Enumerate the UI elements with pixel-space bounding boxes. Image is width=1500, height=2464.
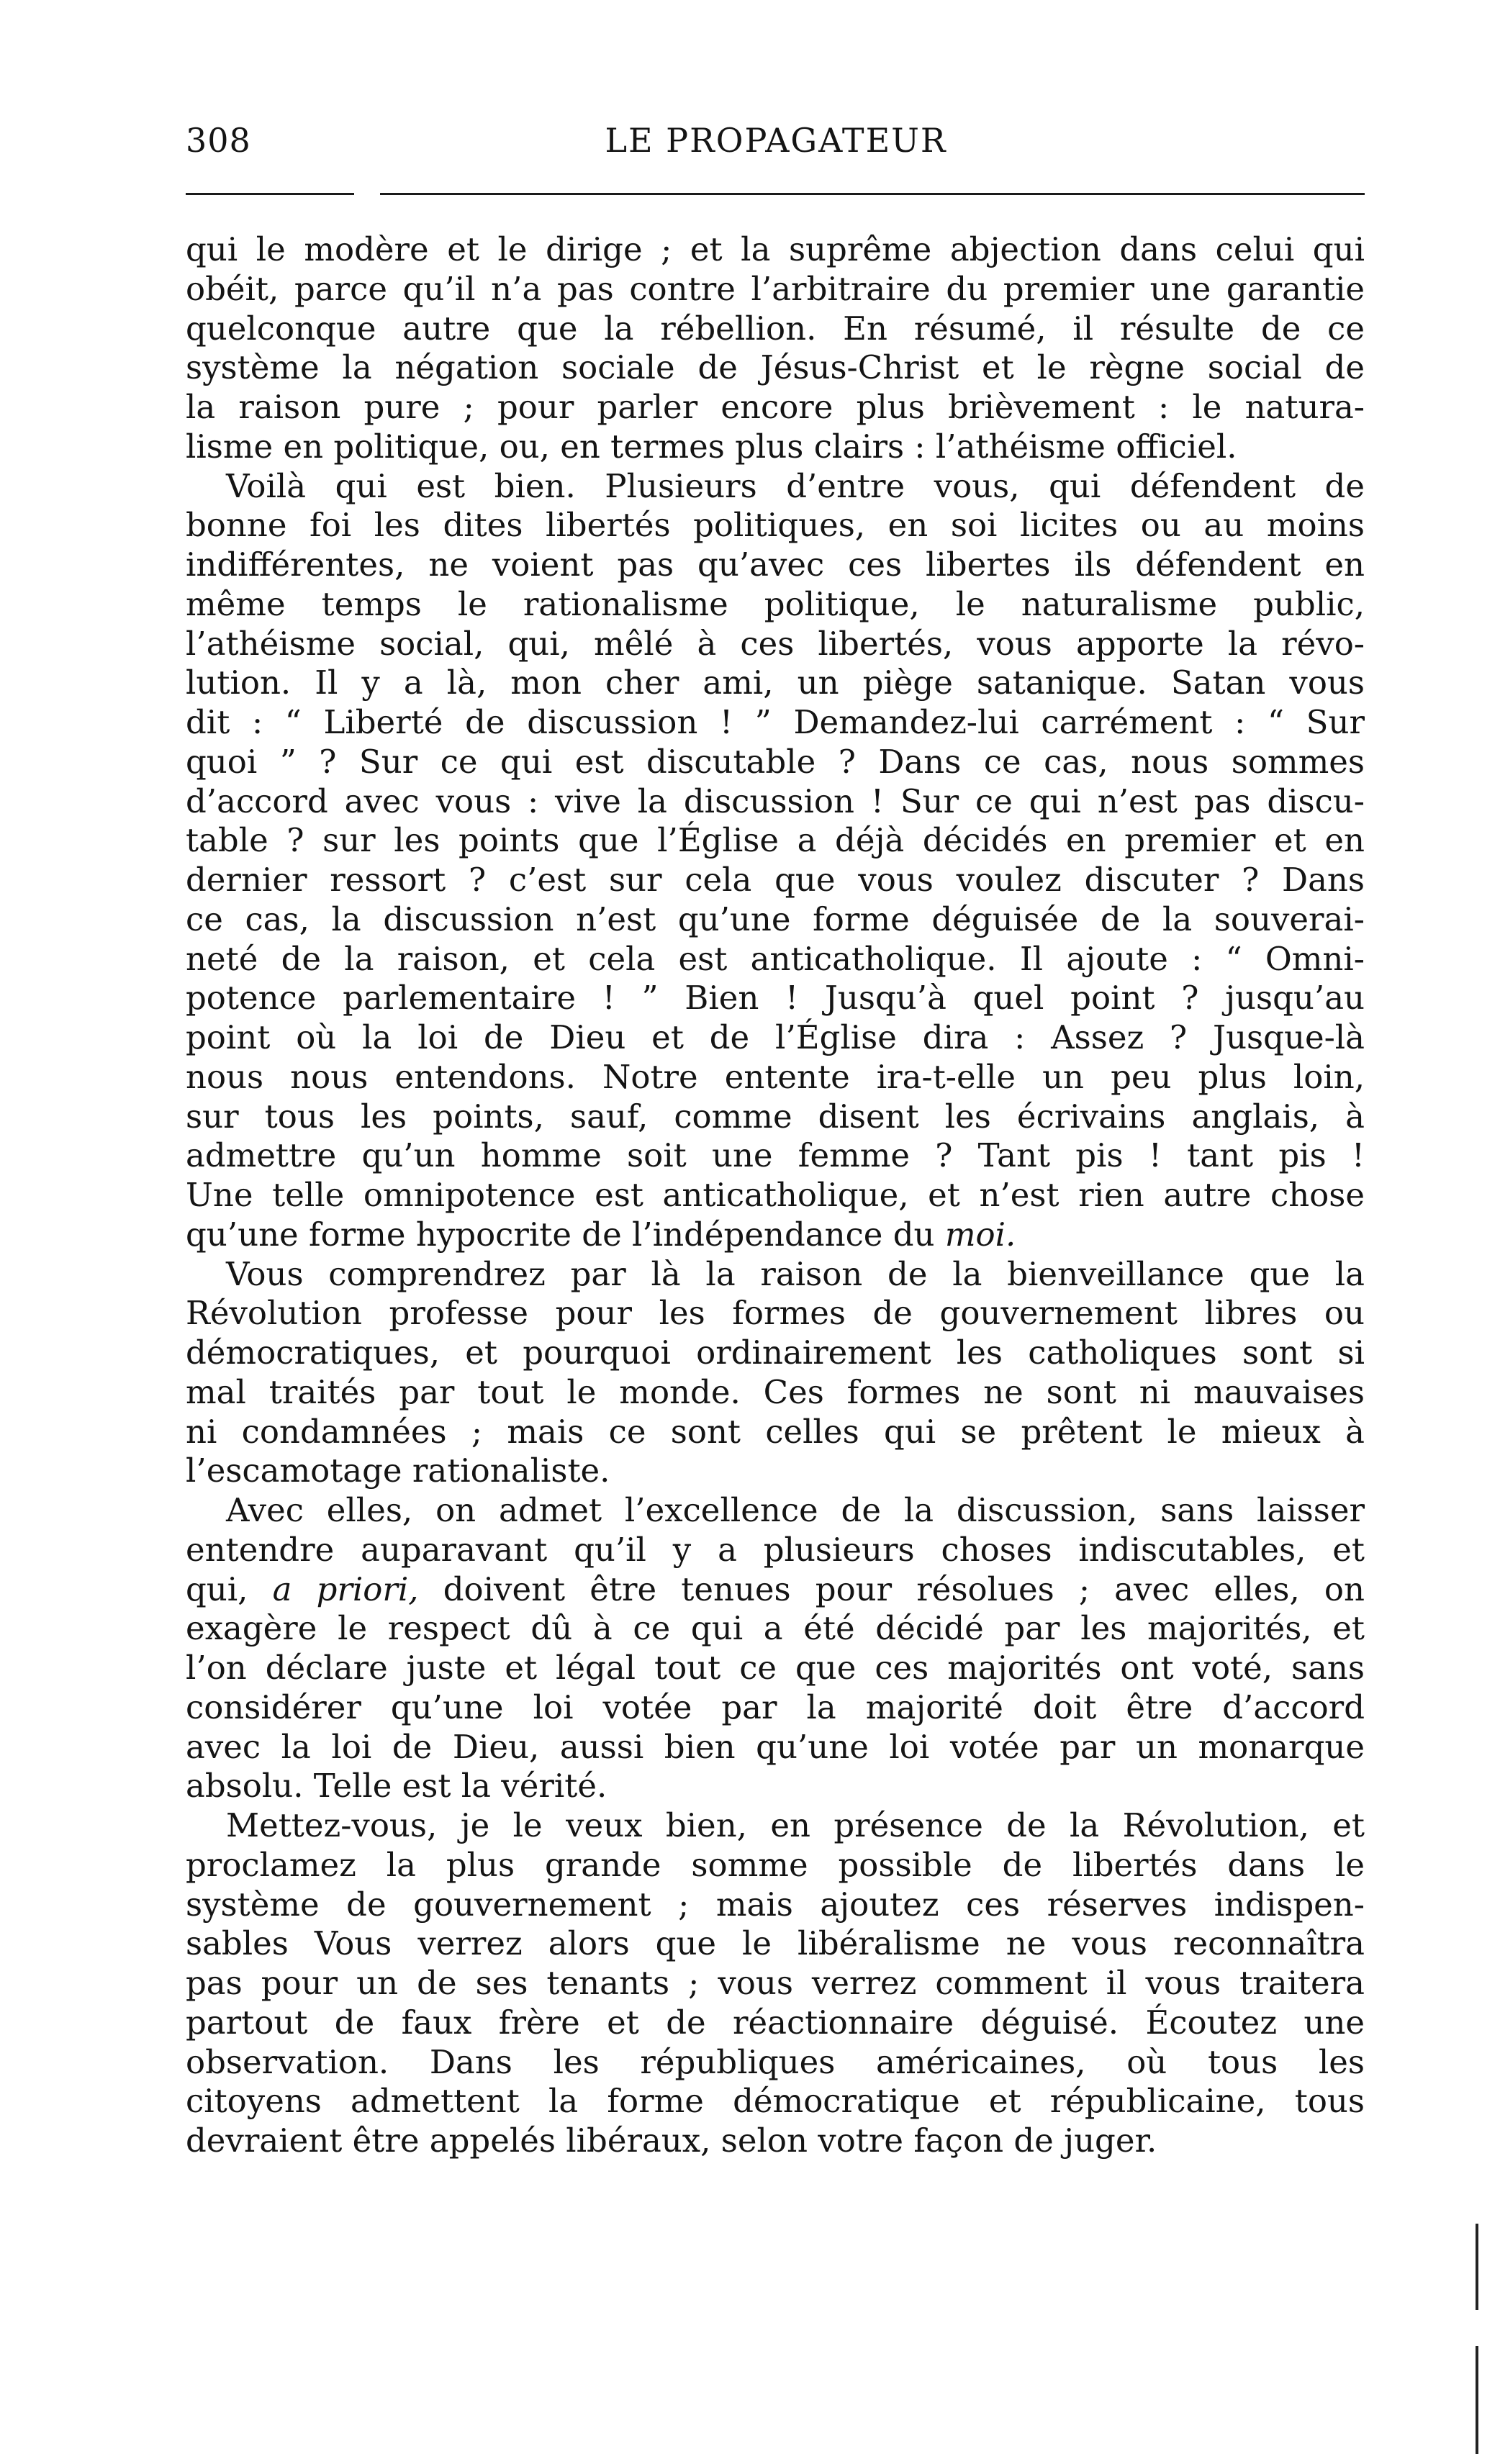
text-fragment: qu’une forme hypocrite de l’indépendance du — [186, 1215, 935, 1254]
text-line: quoi ” ? Sur ce qui est discutable ? Dans ce cas, nous sommes — [186, 742, 1365, 781]
page-number: 308 — [186, 121, 251, 160]
text-line: absolu. Telle est la vérité. — [186, 1767, 607, 1806]
page-header — [186, 115, 1366, 166]
text-line: Une telle omnipotence est anticatholique, et n’est rien autre chose — [186, 1176, 1365, 1214]
text-line — [186, 1570, 1365, 1610]
text-line: neté de la raison, et cela est anticatholique. Il ajoute : “ Omni- — [186, 939, 1365, 978]
text-line: avec la loi de Dieu, aussi bien qu’une loi votée par un monarque — [186, 1727, 1365, 1766]
text-line: pas pour un de ses tenants ; vous verrez comment il vous traitera — [186, 1964, 1365, 2002]
text-line — [186, 1215, 1365, 1255]
text-line: dernier ressort ? c’est sur cela que vous voulez discuter ? Dans — [186, 861, 1365, 899]
text-line: système de gouvernement ; mais ajoutez ces réserves indispen- — [186, 1885, 1365, 1924]
text-line: indifférentes, ne voient pas qu’avec ces libertes ils défendent en — [186, 545, 1365, 584]
text-line: considérer qu’une loi votée par la majorité doit être d’accord — [186, 1688, 1365, 1726]
paragraph-start-line: Avec elles, on admet l’excellence de la discussion, sans laisser — [226, 1491, 1365, 1529]
text-line: Révolution professe pour les formes de gouvernement libres ou — [186, 1294, 1365, 1333]
text-line: observation. Dans les républiques américaines, où tous les — [186, 2042, 1365, 2081]
text-line: ni condamnées ; mais ce sont celles qui se prêtent le mieux à — [186, 1412, 1365, 1451]
running-title: LE PROPAGATEUR — [605, 121, 947, 160]
text-line: potence parlementaire ! ” Bien ! Jusqu’à quel point ? jusqu’au — [186, 979, 1365, 1018]
text-line: point où la loi de Dieu et de l’Église dira : Assez ? Jusque-là — [186, 1018, 1365, 1056]
text-line: devraient être appelés libéraux, selon votre façon de juger. — [186, 2121, 1157, 2160]
text-line: entendre auparavant qu’il y a plusieurs choses indiscutables, et — [186, 1530, 1365, 1569]
text-line: partout de faux frère et de réactionnaire déguisé. Écoutez une — [186, 2003, 1365, 2042]
text-line: obéit, parce qu’il n’a pas contre l’arbitraire du premier une garantie — [186, 269, 1365, 308]
text-line: ce cas, la discussion n’est qu’une forme déguisée de la souverai- — [186, 900, 1365, 938]
text-line: système la négation sociale de Jésus-Christ et le règne social de — [186, 348, 1365, 387]
text-line: citoyens admettent la forme démocratique et républicaine, tous — [186, 2082, 1365, 2121]
text-line: lisme en politique, ou, en termes plus clairs : l’athéisme officiel. — [186, 427, 1237, 466]
margin-scan-mark — [1476, 2224, 1478, 2310]
margin-scan-mark — [1476, 2346, 1478, 2454]
text-line: même temps le rationalisme politique, le naturalisme public, — [186, 584, 1365, 623]
text-line: admettre qu’un homme soit une femme ? Tant pis ! tant pis ! — [186, 1136, 1365, 1175]
text-line: nous nous entendons. Notre entente ira-t-elle un peu plus loin, — [186, 1057, 1365, 1096]
text-line: l’on déclare juste et légal tout ce que ces majorités ont voté, sans — [186, 1649, 1365, 1687]
paragraph-start-line: Mettez-vous, je le veux bien, en présence de la Révolution, et — [226, 1806, 1365, 1844]
text-line: l’athéisme social, qui, mêlé à ces libertés, vous apporte la révo- — [186, 624, 1365, 663]
text-fragment: doivent être tenues pour résolues ; avec elles, on — [443, 1570, 1365, 1608]
text-line: dit : “ Liberté de discussion ! ” Demandez-lui carrément : “ Sur — [186, 703, 1365, 741]
text-line: d’accord avec vous : vive la discussion ! Sur ce qui n’est pas discu- — [186, 782, 1365, 820]
text-line: lution. Il y a là, mon cher ami, un piège satanique. Satan vous — [186, 663, 1365, 702]
text-line: mal traités par tout le monde. Ces formes ne sont ni mauvaises — [186, 1372, 1365, 1411]
text-line: sables Vous verrez alors que le libéralisme ne vous reconnaîtra — [186, 1924, 1365, 1963]
header-rule-break — [354, 190, 380, 197]
italic-phrase: a priori, — [272, 1570, 419, 1608]
text-line: l’escamotage rationaliste. — [186, 1451, 610, 1490]
text-line: démocratiques, et pourquoi ordinairement les catholiques sont si — [186, 1333, 1365, 1372]
text-fragment: qui, — [186, 1570, 248, 1608]
text-line: table ? sur les points que l’Église a déjà décidés en premier et en — [186, 821, 1365, 860]
text-line: bonne foi les dites libertés politiques, en soi licites ou au moins — [186, 506, 1365, 545]
text-line: exagère le respect dû à ce qui a été décidé par les majorités, et — [186, 1609, 1365, 1648]
text-line: quelconque autre que la rébellion. En résumé, il résulte de ce — [186, 309, 1365, 348]
paragraph-start-line: Voilà qui est bien. Plusieurs d’entre vous, qui défendent de — [226, 466, 1365, 505]
text-line: la raison pure ; pour parler encore plus brièvement : le natura- — [186, 388, 1365, 426]
body-text — [186, 230, 1365, 2161]
italic-word: moi. — [944, 1215, 1016, 1254]
text-line: sur tous les points, sauf, comme disent les écrivains anglais, à — [186, 1097, 1365, 1136]
text-line: proclamez la plus grande somme possible de libertés dans le — [186, 1845, 1365, 1884]
paragraph-start-line: Vous comprendrez par là la raison de la bienveillance que la — [226, 1254, 1365, 1293]
text-line: qui le modère et le dirige ; et la suprême abjection dans celui qui — [186, 230, 1365, 268]
